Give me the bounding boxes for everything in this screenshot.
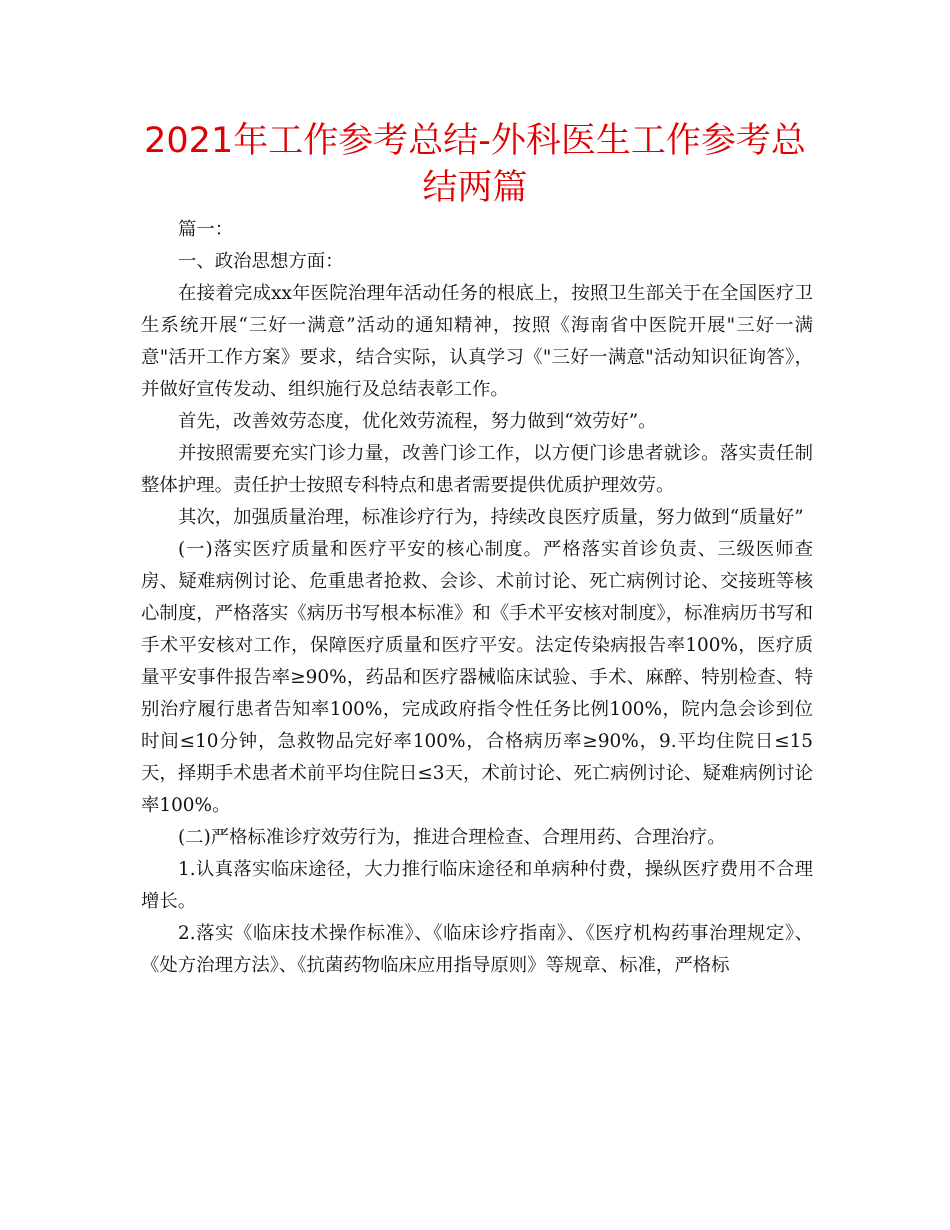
document-title: 2021年工作参考总结-外科医生工作参考总结两篇 [144, 121, 806, 208]
body-paragraph: 并按照需要充实门诊力量，改善门诊工作，以方便门诊患者就诊。落实责任制整体护理。责任护士按照专科特点和患者需要提供优质护理效劳。 [141, 443, 813, 496]
body-paragraph: 在接着完成xx年医院治理年活动任务的根底上，按照卫生部关于在全国医疗卫生系统开展“三好一满意”活动的通知精神，按照《海南省中医院开展"三好一满意"活开工作方案》要求，结合实际，认真学习《"三好一满意"活动知识征询答》，并做好宣传发动、组织施行及总结表彰工作。 [141, 283, 813, 400]
body-paragraph: 首先，改善效劳态度，优化效劳流程，努力做到“效劳好”。 [178, 411, 657, 432]
body-paragraph: 其次，加强质量治理，标准诊疗行为，持续改良医疗质量，努力做到“质量好” [178, 507, 804, 528]
section-heading: 一、政治思想方面： [178, 251, 344, 272]
document-body [141, 214, 813, 982]
body-paragraph: (二)严格标准诊疗效劳行为，推进合理检查、合理用药、合理治疗。 [178, 827, 726, 848]
section-label: 篇一： [178, 219, 234, 240]
body-paragraph: (一)落实医疗质量和医疗平安的核心制度。严格落实首诊负责、三级医师查房、疑难病例讨论、危重患者抢救、会诊、术前讨论、死亡病例讨论、交接班等核心制度，严格落实《病历书写根本标准》和《手术平安核对制度》，标准病历书写和手术平安核对工作，保障医疗质量和医疗平安。法定传染病报告率100%，医疗质量平安事件报告率≥90%，药品和医疗器械临床试验、手术、麻醉、特别检查、特别治疗履行患者告知率100%，完成政府指令性任务比例100%，院内急会诊到位时间≤10分钟，急救物品完好率100%，合格病历率≥90%，9.平均住院日≤15天，择期手术患者术前平均住院日≤3天，术前讨论、死亡病例讨论、疑难病例讨论率100%。 [141, 539, 813, 816]
body-paragraph: 2.落实《临床技术操作标准》、《临床诊疗指南》、《医疗机构药事治理规定》、《处方治理方法》、《抗菌药物临床应用指导原则》等规章、标准，严格标 [141, 923, 813, 976]
body-paragraph: 1.认真落实临床途径，大力推行临床途径和单病种付费，操纵医疗费用不合理增长。 [141, 859, 813, 912]
